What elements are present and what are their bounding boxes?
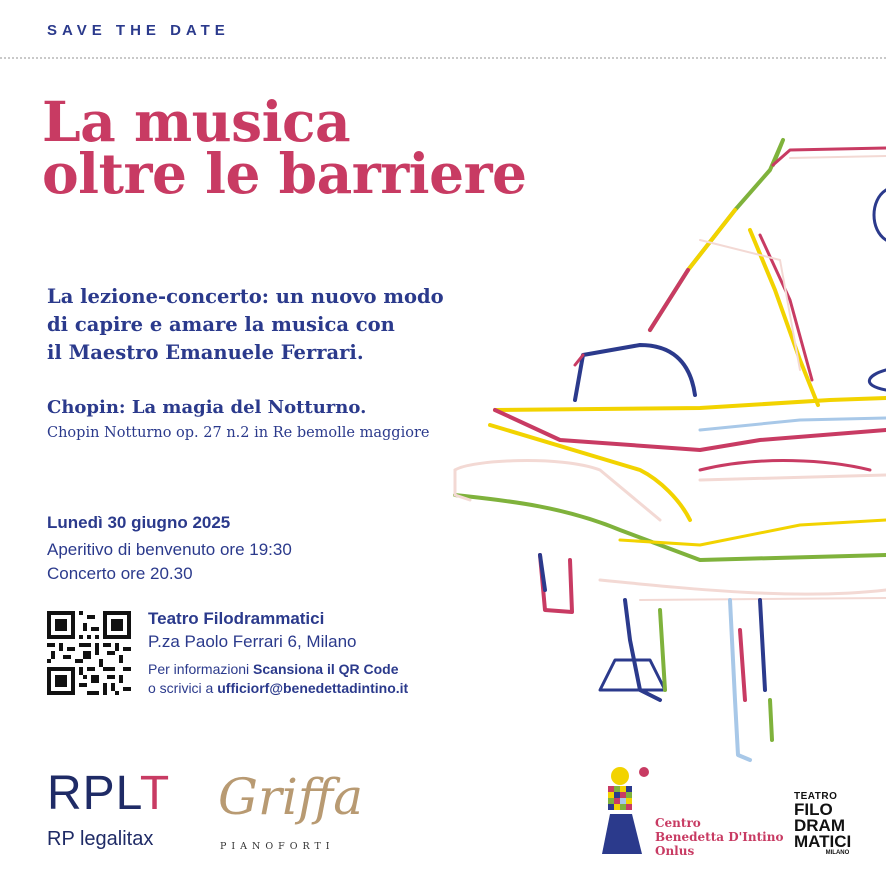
title-line-2: oltre le barriere xyxy=(42,141,527,206)
griffa-subtitle: PIANOFORTI xyxy=(220,841,335,852)
rplt-logo-main: RPL xyxy=(47,767,140,820)
dotted-divider xyxy=(0,57,886,59)
grand-piano-illustration xyxy=(445,130,886,770)
contact-prefix: o scrivici a xyxy=(148,680,218,696)
program-detail: Chopin Notturno op. 27 n.2 in Re bemolle maggiore xyxy=(47,425,430,441)
subtitle-line-2: di capire e amare la musica con xyxy=(47,313,395,336)
info-prefix: Per informazioni xyxy=(148,661,254,677)
event-date: Lunedì 30 giugno 2025 xyxy=(47,513,231,532)
venue-name: Teatro Filodrammatici xyxy=(148,609,325,628)
venue-address: P.za Paolo Ferrari 6, Milano xyxy=(148,632,357,651)
teatro-logo-matici: MATICI xyxy=(794,832,852,851)
info-qr-instruction: Scansiona il QR Code xyxy=(253,661,399,677)
teatro-filodrammatici-logo xyxy=(794,791,851,857)
title-line-1: La musica xyxy=(42,89,351,154)
save-the-date-label: SAVE THE DATE xyxy=(47,22,230,39)
teatro-logo-city: MILANO xyxy=(825,850,850,856)
cbd-line-3: Onlus xyxy=(655,844,695,858)
subtitle-line-1: La lezione-concerto: un nuovo modo xyxy=(47,285,444,308)
qr-code-icon[interactable] xyxy=(47,611,131,695)
concerto-time: Concerto ore 20.30 xyxy=(47,564,193,583)
teatro-logo-top: TEATRO xyxy=(794,791,838,802)
info-line xyxy=(148,661,399,677)
teatro-logo-dram: DRAM xyxy=(794,816,845,835)
subtitle-line-3: il Maestro Emanuele Ferrari. xyxy=(47,341,364,364)
contact-email-link[interactable]: ufficiorf@benedettadintino.it xyxy=(217,680,409,696)
cbd-line-2: Benedetta D'Intino xyxy=(655,830,784,844)
cbd-mascot-icon xyxy=(596,762,652,858)
teatro-logo-filo: FILO xyxy=(794,800,833,819)
rplt-logo xyxy=(47,767,171,820)
program-title: Chopin: La magia del Notturno. xyxy=(47,397,367,418)
rplt-subtitle: RP legalitax xyxy=(47,828,154,850)
aperitivo-time: Aperitivo di benvenuto ore 19:30 xyxy=(47,540,292,559)
rplt-logo-accent: T xyxy=(139,767,171,820)
contact-line xyxy=(148,680,408,696)
cbd-line-1: Centro xyxy=(655,816,701,830)
griffa-logo: Griffa xyxy=(218,768,364,826)
cbd-logo-text xyxy=(655,816,783,858)
